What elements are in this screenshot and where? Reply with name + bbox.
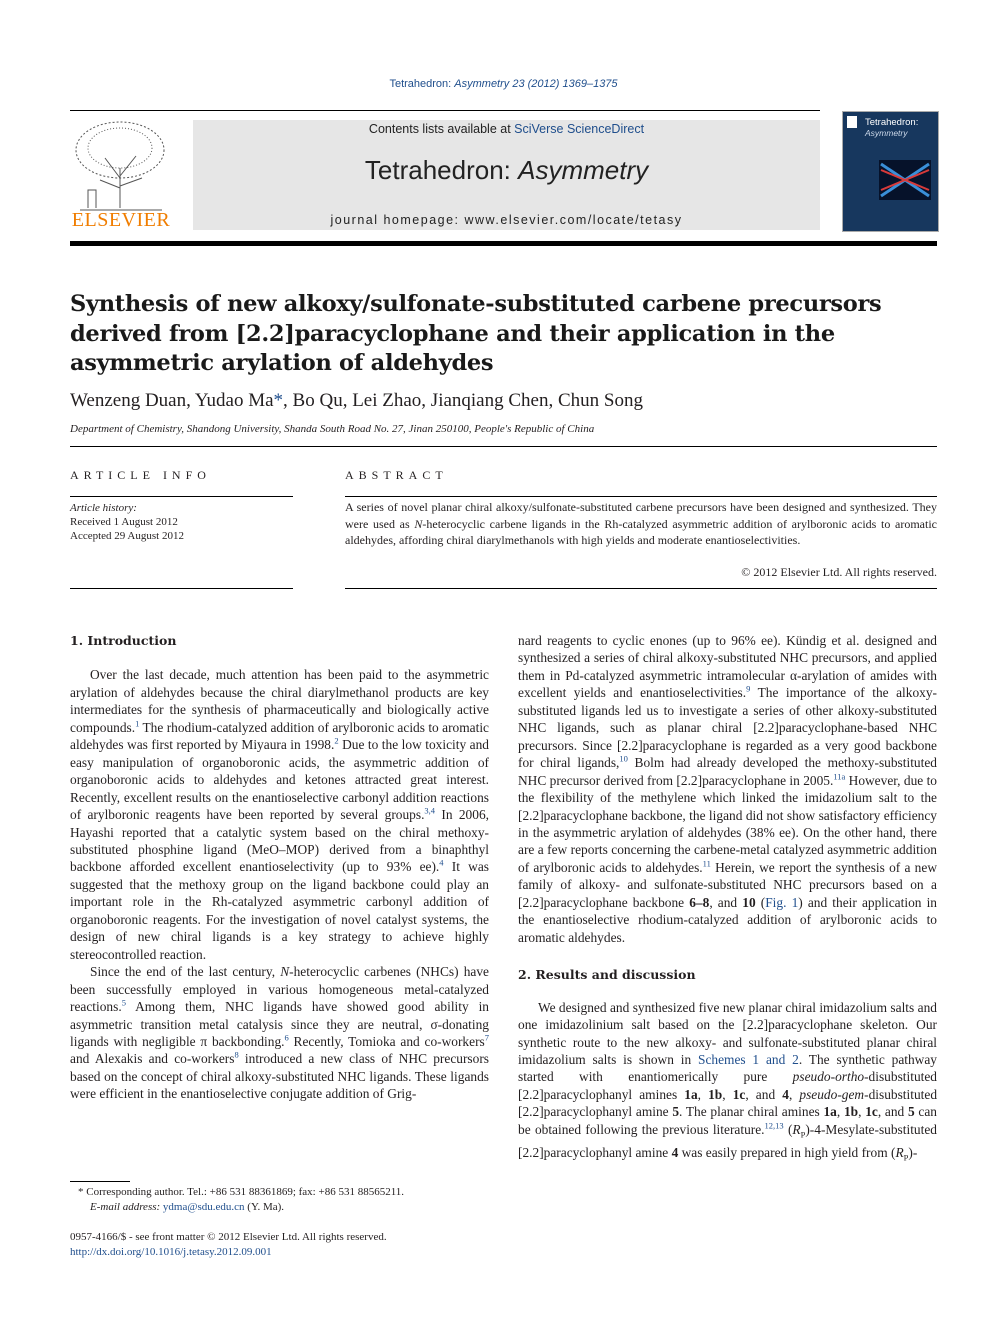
elsevier-logo[interactable] xyxy=(70,118,172,236)
section-heading-results: 2. Results and discussion xyxy=(518,967,696,983)
abstract-rule xyxy=(345,496,937,497)
author-list: Wenzeng Duan, Yudao Ma*, Bo Qu, Lei Zhao, Jianqiang Chen, Chun Song xyxy=(70,390,643,411)
corresponding-author-note: * Corresponding author. Tel.: +86 531 88361869; fax: +86 531 88565211. xyxy=(78,1186,405,1198)
journal-name: Tetrahedron: Asymmetry xyxy=(364,155,649,185)
cover-title: Tetrahedron: xyxy=(865,117,919,128)
elsevier-wordmark: ELSEVIER xyxy=(71,209,171,231)
article-info-heading: ARTICLE INFO xyxy=(70,468,211,482)
intro-paragraph-2-continued: nard reagents to cyclic enones (up to 96% ee). Kündig et al. designed and synthesized a series of chiral alkoxy-substituted NHC precursors, and applied them in Pd-catalyzed asymmetric intramolecular α-arylation of amides with excellent yields and enantioselectivities.$^9$ The importance of the alkoxy-substituted ligands led us to investigate a series of other alkoxy-substituted NHC ligands, such as planar chiral [2.2]paracyclophane-based NHC precursors. Since [2.2]paracyclophane is regarded as a very good backbone for chiral ligands,$^{10}$ Bolm had already developed the methoxy-substituted NHC precursor derived from [2.2]paracyclophane in 2005.$^{11a}$ However, due to the flexibility of the methylene which linked the imidazolium salt to the [2.2]paracyclophane backbone, the ligand did not show satisfactory efficiency in the asymmetric arylation of aldehydes (38% ee). On the other hand, there are a few reports concerning the carbene-metal catalyzed asymmetric addition of arylboronic acids to aldehydes.$^{11}$ Herein, we report the synthesis of a new family of alkoxy- and sulfonate-substituted NHC precursors based on a [2.2]paracyclophane backbone 6–8, and 10 (Fig. 1) and their application in the enantioselective rhodium-catalyzed addition of arylboronic acids to aromatic aldehydes. xyxy=(518,633,938,945)
footnotes: * Corresponding author. Tel.: +86 531 88361869; fax: +86 531 88565211. E-mail address: ydma@sdu.edu.cn (Y. Ma). xyxy=(70,1185,489,1215)
elsevier-tree-icon xyxy=(70,118,172,214)
author-email-link[interactable]: ydma@sdu.edu.cn xyxy=(162,1201,245,1213)
issn-line: 0957-4166/$ - see front matter © 2012 Elsevier Ltd. All rights reserved. xyxy=(70,1231,387,1243)
footnote-rule xyxy=(70,1181,130,1182)
intro-paragraph-1: Over the last decade, much attention has been paid to the asymmetric arylation of aldehydes because the chiral diarylmethanol products are key intermediates for the synthesis of pharmaceutically and biologically active compounds.$^1$ The rhodium-catalyzed addition of arylboronic acids to aromatic aldehydes was first reported by Miyaura in 1998.$^2$ Due to the low toxicity and easy manipulation of organoboronic acids, the asymmetric addition of organoboronic acids to aldehydes and ketones attracted great interest. Recently, excellent results on the enantioselective carbonyl addition reactions of arylboronic reagents have been reported by several groups.$^{3,4}$ In 2006, Hayashi reported that a catalytic system based on the chiral methoxy-substituted phosphine ligand (MeO–MOP) derived from a binaphthyl backbone afforded excellent enantioselectivity (up to 93% ee).$^4$ It was suggested that the methoxy group on the ligand backbone could play an important role in the Rh-catalyzed asymmetric carbonyl addition of organoboronic reagents. For the investigation of novel catalyst systems, the design of new chiral ligands is a key strategy to achieve highly stereocontrolled reaction. xyxy=(70,667,489,962)
cover-artwork-icon xyxy=(879,160,931,200)
cover-badge-icon xyxy=(847,116,857,128)
publication-info xyxy=(70,1230,489,1260)
abstract-heading: ABSTRACT xyxy=(345,468,448,482)
journal-citation[interactable]: Tetrahedron: Asymmetry 23 (2012) 1369–1375 xyxy=(389,78,618,90)
affiliation: Department of Chemistry, Shandong University, Shanda South Road No. 27, Jinan 250100, People's Republic of China xyxy=(70,423,595,435)
article-history: Article history: Received 1 August 2012 Accepted 29 August 2012 xyxy=(70,502,184,542)
results-paragraph-1: We designed and synthesized five new planar chiral imidazolium salts and one imidazolinium salt based on the [2.2]paracyclophane skeleton. Our synthetic route to the new alkoxy- and sulfonate-substituted planar chiral imidazolium salts is shown in Schemes 1 and 2. The synthetic pathway started with enantiomerically pure pseudo-ortho-disubstituted [2.2]paracyclophanyl amines 1a, 1b, 1c, and 4, pseudo-gem-disubstituted [2.2]paracyclophanyl amine 5. The planar chiral amines 1a, 1b, 1c, and 5 can be obtained following the previous literature.$^{12,13}$ $(R_P)-4-Mesylate$-substituted [2.2]paracyclophanyl amine 4 was easily prepared in high yield from $(R_P)-$ xyxy=(518,999,938,1163)
journal-cover-thumbnail[interactable] xyxy=(842,111,939,232)
article-info-bottom-rule xyxy=(70,588,293,589)
contents-line: Contents lists available at SciVerse ScienceDirect xyxy=(368,122,645,136)
article-title: Synthesis of new alkoxy/sulfonate-substituted carbene precursors derived from [2.2]paracyclophane and their application in the asymmetric arylation of aldehydes xyxy=(70,291,882,376)
header-bottom-rule xyxy=(70,241,937,246)
abstract-text: A series of novel planar chiral alkoxy/sulfonate-substituted carbene precursors have been designed and synthesized. They were used as N-heterocyclic carbene ligands in the Rh-catalyzed asymmetric addition of arylboronic acids to aromatic aldehydes, affording chiral diarylmethanols with high yields and moderate enantioselectivities. xyxy=(345,500,938,547)
copyright-line: © 2012 Elsevier Ltd. All rights reserved. xyxy=(741,565,937,579)
intro-paragraph-2: Since the end of the last century, N-heterocyclic carbenes (NHCs) have been successfully employed in various homogeneous metal-catalyzed reactions.$^5$ Among them, NHC ligands have showed good ability in asymmetric transition metal catalysis since they are neutral, σ-donating ligands with negligible π backbonding.$^6$ Recently, Tomioka and co-workers$^7$ and Alexakis and co-workers$^8$ introduced a new class of NHC precursors based on the concept of chiral alkoxy-substituted NHC ligands. These ligands were efficient in the enantioselective conjugate addition of Grig- xyxy=(70,964,489,1102)
left-column xyxy=(70,632,489,1103)
title-divider xyxy=(70,446,937,447)
right-column xyxy=(518,632,937,1167)
article-info-rule xyxy=(70,496,293,497)
cover-subtitle: Asymmetry xyxy=(865,128,908,138)
abstract-bottom-rule xyxy=(345,588,937,589)
doi-link[interactable]: http://dx.doi.org/10.1016/j.tetasy.2012.09.001 xyxy=(70,1246,272,1258)
journal-homepage[interactable]: journal homepage: www.elsevier.com/locate/tetasy xyxy=(330,213,683,227)
sciencedirect-link[interactable]: SciVerse ScienceDirect xyxy=(514,122,645,136)
header-top-rule xyxy=(70,110,820,111)
corresponding-author-marker[interactable]: * xyxy=(273,390,284,411)
section-heading-introduction: 1. Introduction xyxy=(70,633,177,648)
